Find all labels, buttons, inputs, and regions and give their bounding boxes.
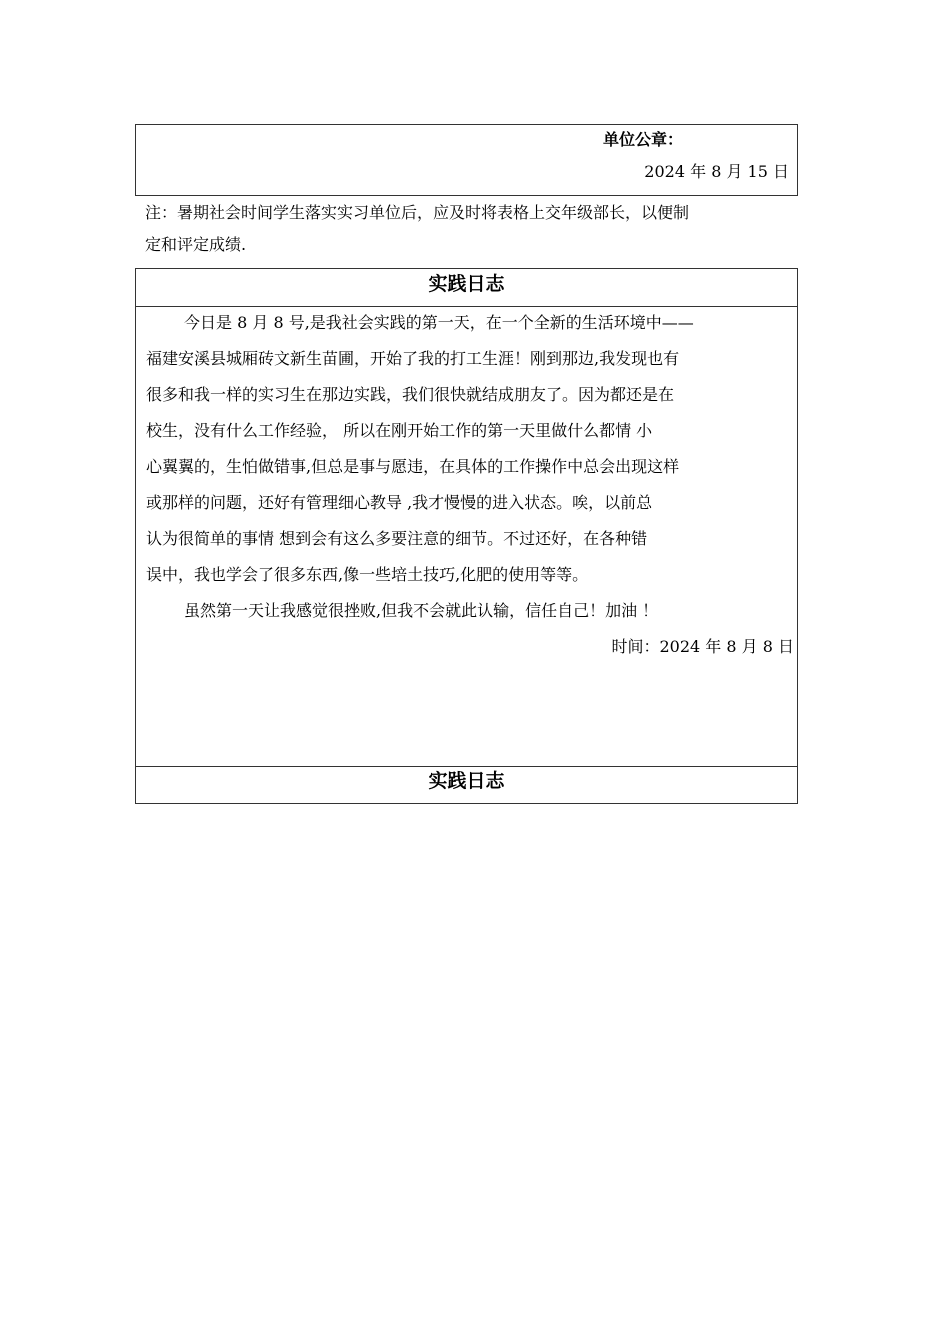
log-time: 时间：2024 年 8 月 8 日	[611, 637, 794, 656]
log-line: 很多和我一样的实习生在那边实践，我们很快就结成朋友了。因为都还是在	[146, 385, 675, 404]
log-line: 误中，我也学会了很多东西,像一些培土技巧,化肥的使用等等。	[146, 565, 589, 584]
log-line: 今日是 8 月 8 号,是我社会实践的第一天，在一个全新的生活环境中——	[184, 313, 694, 332]
note-line: 注：暑期社会时间学生落实实习单位后，应及时将表格上交年级部长，以便制	[145, 203, 690, 222]
log-line: 虽然第一天让我感觉很挫败,但我不会就此认输，信任自己！加油 ！	[184, 601, 659, 620]
stamp-label: 单位公章：	[603, 130, 684, 149]
log-line: 福建安溪县城厢砖文新生苗圃，开始了我的打工生涯！刚到那边,我发现也有	[146, 349, 680, 368]
log-line: 认为很简单的事情 想到会有这么多要注意的细节。不过还好，在各种错	[146, 529, 648, 548]
log-line: 心翼翼的，生怕做错事,但总是事与愿违，在具体的工作操作中总会出现这样	[146, 457, 680, 476]
log-body	[146, 305, 794, 665]
log-title: 实践日志	[136, 269, 797, 307]
note-paragraph	[145, 197, 805, 261]
log-line: 或那样的问题，还好有管理细心教导 ,我才慢慢的进入状态。唉，以前总	[146, 493, 653, 512]
stamp-section	[135, 124, 798, 196]
practice-log-table	[135, 268, 798, 804]
log-line: 校生，没有什么工作经验， 所以在刚开始工作的第一天里做什么都情 小	[146, 421, 653, 440]
note-line: 定和评定成绩.	[145, 235, 247, 254]
log-title-second: 实践日志	[136, 766, 797, 804]
stamp-date: 2024 年 8 月 15 日	[644, 162, 789, 181]
